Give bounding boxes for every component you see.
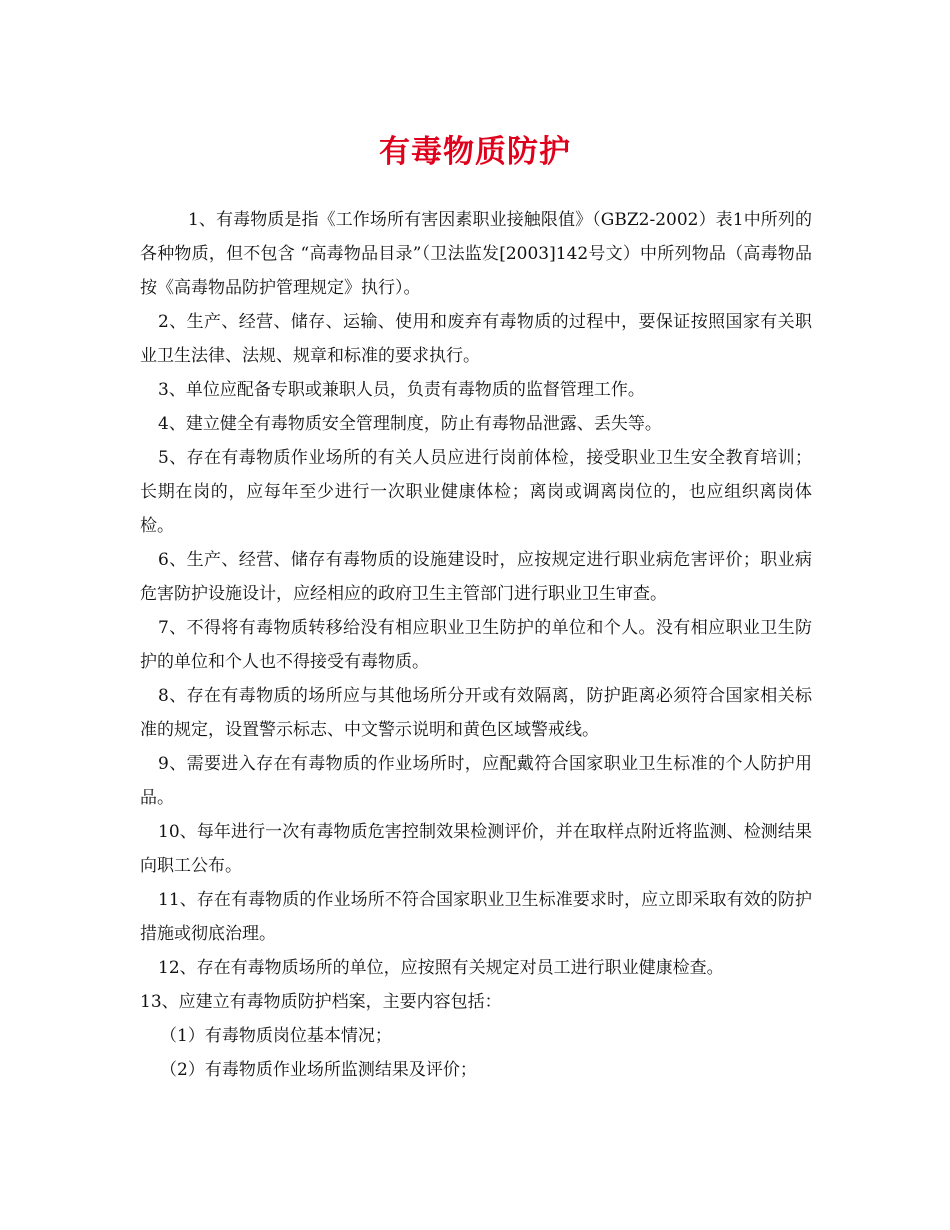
document-body: [140, 203, 812, 1087]
paragraph-7: 7、不得将有毒物质转移给没有相应职业卫生防护的单位和个人。没有相应职业卫生防护的单位和个人也不得接受有毒物质。: [140, 618, 812, 672]
paragraph-1: 1、有毒物质是指《工作场所有害因素职业接触限值》（GBZ2-2002）表1中所列的各种物质，但不包含 “高毒物品目录”（卫法监发[2003]142号文）中所列物品（高毒物品按《高毒物品防护管理规定》执行）。: [140, 210, 812, 298]
document-title: 有毒物质防护: [379, 134, 571, 170]
paragraph-2: 2、生产、经营、储存、运输、使用和废弃有毒物质的过程中，要保证按照国家有关职业卫生法律、法规、规章和标准的要求执行。: [140, 312, 812, 366]
paragraph-4: 4、建立健全有毒物质安全管理制度，防止有毒物品泄露、丢失等。: [158, 414, 662, 434]
paragraph-9: 9、需要进入存在有毒物质的作业场所时，应配戴符合国家职业卫生标准的个人防护用品。: [140, 754, 812, 808]
paragraph-8: 8、存在有毒物质的场所应与其他场所分开或有效隔离，防护距离必须符合国家相关标准的规定，设置警示标志、中文警示说明和黄色区域警戒线。: [140, 686, 812, 740]
paragraph-10: 10、每年进行一次有毒物质危害控制效果检测评价，并在取样点附近将监测、检测结果向职工公布。: [140, 822, 812, 876]
paragraph-3: 3、单位应配备专职或兼职人员，负责有毒物质的监督管理工作。: [158, 380, 645, 400]
sub-item-1: （1）有毒物质岗位基本情况；: [160, 1026, 392, 1046]
paragraph-11: 11、存在有毒物质的作业场所不符合国家职业卫生标准要求时，应立即采取有效的防护措施或彻底治理。: [140, 890, 812, 944]
paragraph-13: 13、应建立有毒物质防护档案，主要内容包括：: [140, 992, 502, 1012]
sub-item-2: （2）有毒物质作业场所监测结果及评价；: [160, 1060, 477, 1080]
paragraph-5: 5、存在有毒物质作业场所的有关人员应进行岗前体检，接受职业卫生安全教育培训；长期在岗的，应每年至少进行一次职业健康体检；离岗或调离岗位的，也应组织离岗体检。: [140, 448, 812, 536]
paragraph-6: 6、生产、经营、储存有毒物质的设施建设时，应按规定进行职业病危害评价；职业病危害防护设施设计，应经相应的政府卫生主管部门进行职业卫生审查。: [140, 550, 812, 604]
paragraph-12: 12、存在有毒物质场所的单位，应按照有关规定对员工进行职业健康检查。: [158, 958, 724, 978]
